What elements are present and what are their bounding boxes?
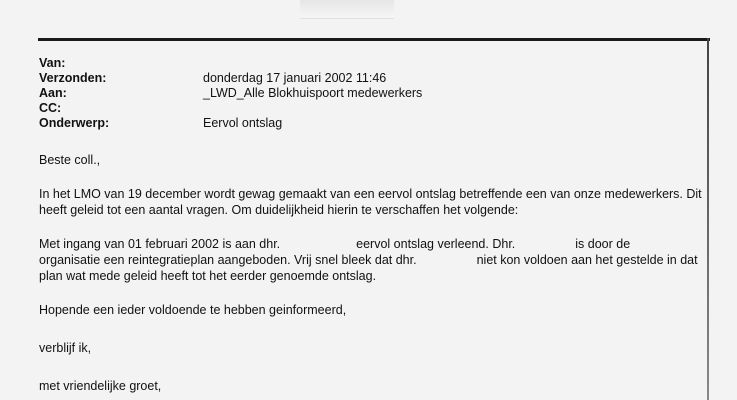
scan-artifact xyxy=(300,0,394,19)
paragraph-2-line-2 xyxy=(39,252,719,268)
p2-line2-part-a: organisatie een reintegratieplan aangeboden. Vrij snel bleek dat dhr. xyxy=(39,253,417,267)
header-divider xyxy=(38,38,710,41)
from-label: Van: xyxy=(39,56,66,70)
paragraph-2-line-3: plan wat mede geleid heeft tot het eerder genoemde ontslag. xyxy=(39,269,377,283)
greeting: Beste coll., xyxy=(39,153,101,167)
paragraph-2-line-1 xyxy=(39,236,719,252)
closing: met vriendelijke groet, xyxy=(39,379,162,393)
cc-label: CC: xyxy=(39,101,62,115)
to-label: Aan: xyxy=(39,86,67,100)
p2-line1-part-a: Met ingang van 01 februari 2002 is aan dhr. xyxy=(39,237,281,251)
p2-line2-part-b: niet kon voldoen aan het gestelde in dat xyxy=(476,253,698,267)
p2-line1-part-b: eervol ontslag verleend. Dhr. xyxy=(356,237,516,251)
p2-line1-part-c: is door de xyxy=(575,237,631,251)
email-body xyxy=(39,152,719,394)
paragraph-4: verblijf ik, xyxy=(39,341,92,355)
to-value: _LWD_Alle Blokhuispoort medewerkers xyxy=(203,86,423,100)
paragraph-1-line-1: In het LMO van 19 december wordt gewag gemaakt van een eervol ontslag betreffende een van onze medewerkers. Dit xyxy=(39,187,702,201)
subject-label: Onderwerp: xyxy=(39,116,110,130)
subject-value: Eervol ontslag xyxy=(203,116,283,130)
paragraph-1-line-2: heeft geleid tot een aantal vragen. Om duidelijkheid hierin te verschaffen het volgende: xyxy=(39,203,519,217)
sent-value: donderdag 17 januari 2002 11:46 xyxy=(203,71,387,85)
sent-label: Verzonden: xyxy=(39,71,107,85)
paragraph-3: Hopende een ieder voldoende te hebben geinformeerd, xyxy=(39,303,347,317)
